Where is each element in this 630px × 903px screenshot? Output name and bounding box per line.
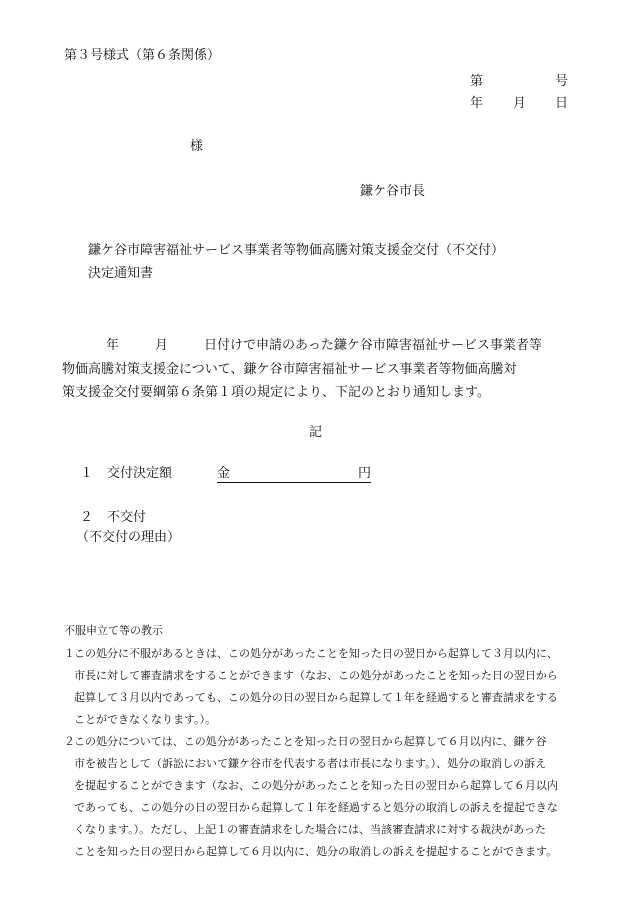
notice-title: 不服申立て等の教示	[64, 624, 163, 637]
document-number-suffix: 号	[555, 74, 569, 89]
notice1-line: 市長に対して審査請求をすることができます（なお、この処分があったことを知った日の翌日から	[74, 669, 558, 682]
document-title-line1: 鎌ケ谷市障害福祉サービス事業者等物価高騰対策支援金交付（不交付）	[88, 243, 505, 258]
document-title-line2: 決定通知書	[88, 266, 154, 281]
date-month-label: 月	[513, 96, 527, 111]
notice2-line: 市を被告として（訴訟において鎌ケ谷市を代表する者は市長になります。）、処分の取消しの訴え	[74, 757, 547, 770]
notice1-number: １	[64, 647, 75, 660]
item1-number: １	[80, 466, 94, 481]
date-year-label: 年	[470, 96, 484, 111]
item1-label: 交付決定額	[107, 466, 173, 481]
notice2-number: ２	[64, 735, 75, 748]
item2-label: 不交付	[107, 510, 147, 525]
ki-heading: 記	[309, 425, 323, 440]
notice2-line: を提起することができます（なお、この処分があったことを知った日の翌日から起算して６月以内	[74, 779, 558, 792]
date-day-label: 日	[555, 96, 569, 111]
document-number-prefix: 第	[470, 74, 484, 89]
form-number: 第３号様式（第６条関係）	[64, 48, 221, 63]
body-year: 年	[106, 338, 120, 353]
notice2-line: ことを知った日の翌日から起算して６月以内に、処分の取消しの訴えを提起することができます。	[74, 845, 558, 858]
notice2-line: であっても、この処分の日の翌日から起算して１年を経過すると処分の取消しの訴えを提起できな	[74, 801, 558, 814]
amount-suffix: 円	[357, 466, 371, 481]
notice2-line: この処分については、この処分があったことを知った日の翌日から起算して６月以内に、鎌ケ谷	[74, 735, 547, 748]
notice1-line: この処分に不服があるときは、この処分があったことを知った日の翌日から起算して３月以内に、	[74, 647, 558, 660]
body-line3: 策支援金交付要綱第６条第１項の規定により、下記のとおり通知します。	[62, 385, 490, 400]
notice1-line: ことができなくなります。）。	[74, 713, 217, 726]
notice1-line: 起算して３月以内であっても、この処分の日の翌日から起算して１年を経過すると審査請求をする	[74, 691, 558, 704]
amount-prefix: 金	[217, 466, 231, 481]
amount-field	[217, 462, 371, 483]
body-line1-text: 日付けで申請のあった鎌ケ谷市障害福祉サービス事業者等	[204, 338, 542, 353]
body-line2: 物価高騰対策支援金について、鎌ケ谷市障害福祉サービス事業者等物価高騰対	[62, 362, 517, 377]
notice2-line: くなります。）。ただし、上記１の審査請求をした場合には、当該審査請求に対する裁決があった	[74, 823, 547, 836]
item2-number: ２	[80, 510, 94, 525]
addressee-honorific: 様	[190, 139, 204, 154]
body-month: 月	[155, 338, 169, 353]
sender-name: 鎌ケ谷市長	[360, 184, 426, 199]
item2-reason: （不交付の理由）	[76, 530, 181, 545]
body-line1	[62, 334, 542, 353]
